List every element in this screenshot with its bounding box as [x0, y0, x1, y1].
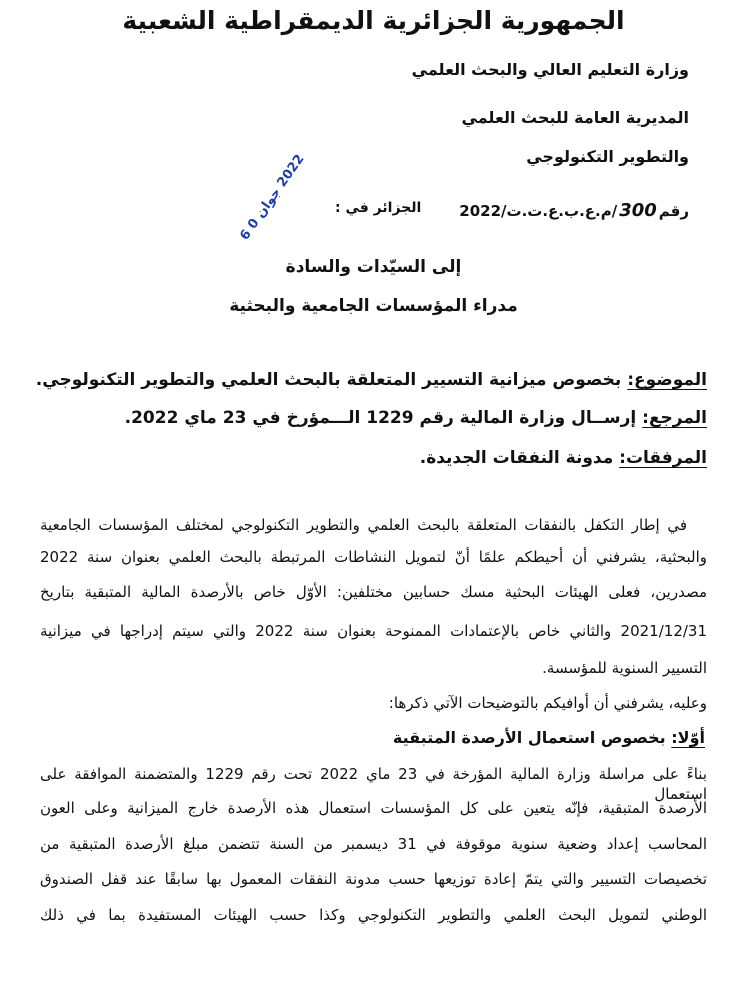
subject-line [36, 370, 707, 390]
body-line: والبحثية، يشرفني أن أحيطكم علمًا أنّ لتمويل النشاطات المرتبطة بالبحث العلمي بعنوان سنة 2022 [40, 548, 707, 566]
addressee-line-2: مدراء المؤسسات الجامعية والبحثية [229, 296, 518, 316]
body-line: تخصيصات التسيير والتي يتمّ إعادة توزيعها حسب مدونة النفقات المعمول بها سابقًا عند قفل الصندوق [40, 870, 707, 888]
body-line: في إطار التكفل بالنفقات المتعلقة بالبحث العلمي والتطوير التكنولوجي لمختلف المؤسسات الجامعية [40, 516, 687, 534]
body-line: الأرصدة المتبقية، فإنّه يتعين على كل المؤسسات استعمال هذه الأرصدة خارج الميزانية وعلى العون [40, 799, 707, 817]
body-line: التسيير السنوية للمؤسسة. [542, 659, 707, 677]
reference-label: المرجع: [642, 408, 707, 428]
subject-label: الموضوع: [627, 370, 707, 390]
body-line: بناءً على مراسلة وزارة المالية المؤرخة في 23 ماي 2022 تحت رقم 1229 والمتضمنة الموافقة على استعمال [40, 765, 707, 803]
place-date-label: الجزائر في : [335, 200, 422, 216]
date-stamp: 2022 جوان 0 6 [237, 151, 308, 244]
body-line: الوطني لتمويل البحث العلمي والتطوير التكنولوجي وكذا حسب الهيئات المستفيدة بما في ذلك [40, 906, 707, 924]
republic-title: الجمهورية الجزائرية الديمقراطية الشعبية [122, 6, 625, 35]
attachments-text: مدونة النفقات الجديدة. [419, 448, 620, 468]
subject-text: بخصوص ميزانية التسيير المتعلقة بالبحث العلمي والتطوير التكنولوجي. [35, 370, 628, 390]
directorate-line-2: والتطوير التكنولوجي [526, 147, 689, 166]
body-line: 2021/12/31 والثاني خاص بالإعتمادات الممنوحة بعنوان سنة 2022 والتي سيتم إدراجها في ميزانية [40, 622, 708, 640]
body-line: المحاسب إعداد وضعية سنوية موقوفة في 31 ديسمبر من السنة تتضمن مبلغ الأرصدة المتبقية من [40, 835, 707, 853]
reference-line [125, 408, 707, 428]
reference-text: إرســال وزارة المالية رقم 1229 الـــمؤرخ في 23 ماي 2022. [124, 408, 643, 428]
reference-code: /م.ع.ب.ع.ت.ت/2022 [459, 202, 618, 220]
section-number: أوّلا: [671, 728, 705, 747]
addressee-line-1: إلى السيّدات والسادة [285, 257, 462, 277]
attachments-label: المرفقات: [619, 448, 707, 468]
body-line: مصدرين، فعلى الهيئات البحثية مسك حسابين مختلفين: الأوّل خاص بالأرصدة المالية المتبقية بتاريخ [40, 583, 707, 601]
ministry-name: وزارة التعليم العالي والبحث العلمي [411, 60, 689, 79]
section-heading [393, 728, 705, 747]
section-title: بخصوص استعمال الأرصدة المتبقية [392, 728, 672, 747]
body-line: وعليه، يشرفني أن أوافيكم بالتوضيحات الآتي ذكرها: [388, 694, 707, 712]
attachments-line [420, 448, 707, 468]
directorate-line-1: المديرية العامة للبحث العلمي [461, 108, 689, 127]
reference-number-line [459, 200, 689, 221]
reference-prefix: رقم [658, 202, 689, 220]
reference-handwritten-number: 300 [619, 200, 657, 221]
